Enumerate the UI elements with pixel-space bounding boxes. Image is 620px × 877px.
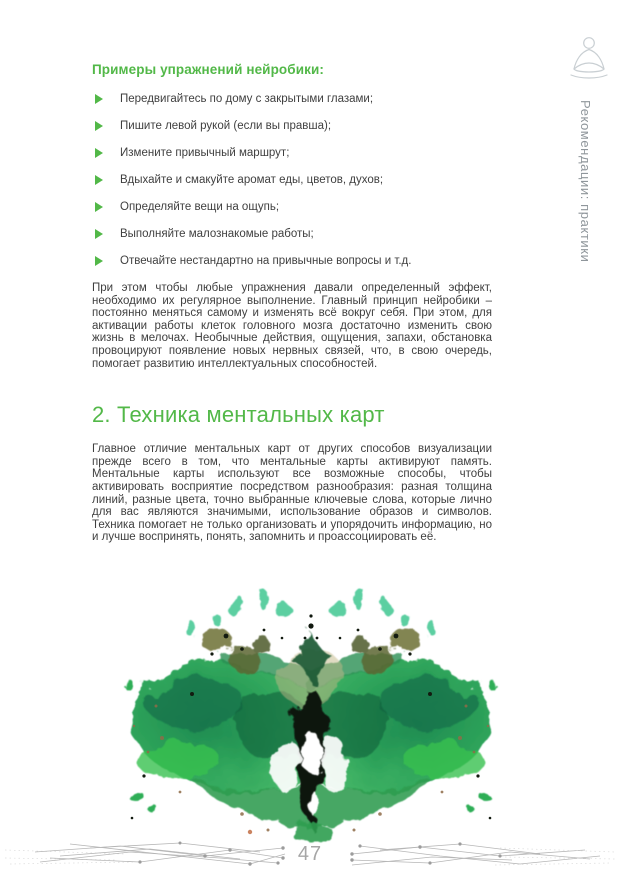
meditation-pose-icon <box>566 34 612 89</box>
list-item-text: Пишите левой рукой (если вы правша); <box>120 120 332 132</box>
list-item-text: Выполняйте малознакомые работы; <box>120 228 314 240</box>
triangle-right-icon <box>95 121 103 131</box>
triangle-right-icon <box>95 229 103 239</box>
triangle-right-icon <box>95 202 103 212</box>
section-heading: 2. Техника ментальных карт <box>92 402 385 428</box>
list-item-text: Отвечайте нестандартно на привычные вопросы и т.д. <box>120 255 412 267</box>
list-item <box>92 228 492 241</box>
exercise-list <box>92 93 492 268</box>
chapter-sidebar-label: Рекомендации: практики <box>578 100 593 263</box>
list-item <box>92 255 492 268</box>
list-item <box>92 120 492 133</box>
list-item-text: Передвигайтесь по дому с закрытыми глазами; <box>120 93 374 105</box>
triangle-right-icon <box>95 148 103 158</box>
main-content <box>92 62 492 544</box>
triangle-right-icon <box>95 94 103 104</box>
list-item <box>92 201 492 214</box>
list-item-text: Определяйте вещи на ощупь; <box>120 201 280 213</box>
page-number: 47 <box>297 843 323 865</box>
list-item <box>92 147 492 160</box>
triangle-right-icon <box>95 175 103 185</box>
list-item <box>92 93 492 106</box>
triangle-right-icon <box>95 256 103 266</box>
list-item-text: Вдыхайте и смакуйте аромат еды, цветов, духов; <box>120 174 384 186</box>
paragraph-mindmaps: Главное отличие ментальных карт от других способов визуализации прежде всего в том, что ментальные карты активируют память. Ментальные карты используют все возможные способы, чтобы активировать восприятие посредством разнообразия: разная толщина линий, разные цвета, точно выбранные ключевые слова, которые лично для вас являются значимыми, использование образов и символов. Техника помогает не только организовать и упорядочить информацию, но и лучше воспринять, понять, запомнить и проассоциировать её. <box>92 443 492 544</box>
list-title: Примеры упражнений нейробики: <box>92 62 324 77</box>
list-item <box>92 174 492 187</box>
paragraph-neurobics: При этом чтобы любые упражнения давали определенный эффект, необходимо их регулярное выполнение. Главный принцип нейробики – постоянно меняться самому и изменять всё вокруг себя. При этом, для активации работы клеток головного мозга достаточно изменить свою жизнь в мелочах. Необычные действия, ощущения, запахи, обстановка провоцируют появление новых нервных связей, что, в свою очередь, помогает развитию интеллектуальных способностей. <box>92 282 492 370</box>
watercolor-inkblot-image <box>122 586 500 853</box>
list-item-text: Измените привычный маршрут; <box>120 147 290 159</box>
